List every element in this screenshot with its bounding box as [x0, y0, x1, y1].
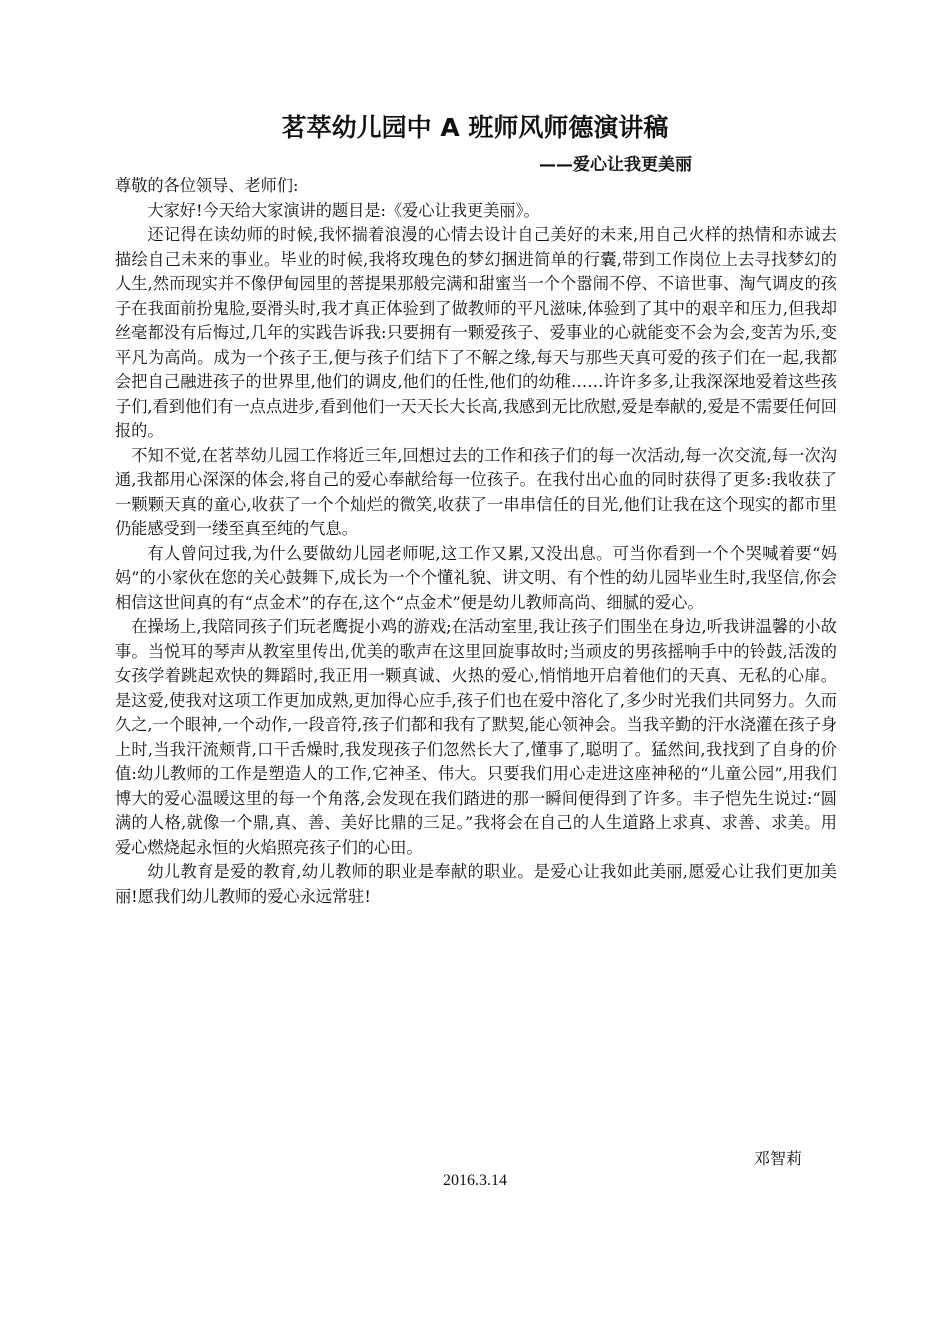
document-date: 2016.3.14: [443, 1172, 507, 1189]
paragraph-three-years: 不知不觉,在茗萃幼儿园工作将近三年,回想过去的工作和孩子们的每一次活动,每一次交流,每一次沟通,我都用心深深的体会,将自己的爱心奉献给每一位孩子。在我付出心血的同时获得了更多:我收获了一颗颗天真的童心,收获了一个个灿烂的微笑,收获了一串串信任的目光,他们让我在这个现实的都市里仍能感受到一缕至真至纯的气息。: [115, 445, 837, 538]
document-subtitle: ——爱心让我更美丽: [539, 155, 692, 175]
salutation: 尊敬的各位领导、老师们:: [115, 176, 299, 195]
paragraph-why-teacher: 有人曾问过我,为什么要做幼儿园老师呢,这工作又累,又没出息。可当你看到一个个哭喊着要“妈妈”的小家伙在您的关心鼓舞下,成长为一个个懂礼貌、讲文明、有个性的幼儿园毕业生时,我坚信,你会相信这世间真的有“点金术”的存在,这个“点金术”便是幼儿教师高尚、细腻的爱心。: [115, 543, 837, 612]
paragraph-playground: 在操场上,我陪同孩子们玩老鹰捉小鸡的游戏;在活动室里,我让孩子们围坐在身边,听我讲温馨的小故事。当悦耳的琴声从教室里传出,优美的歌声在这里回旋事故时;当顽皮的男孩摇响手中的铃鼓,活泼的女孩学着跳起欢快的舞蹈时,我正用一颗真诚、火热的爱心,悄悄地开启着他们的天真、无私的心扉。是这爱,使我对这项工作更加成熟,更加得心应手,孩子们也在爱中溶化了,多少时光我们共同努力。久而久之,一个眼神,一个动作,一段音符,孩子们都和我有了默契,能心领神会。当我辛勤的汗水浇灌在孩子身上时,当我汗流颊背,口干舌燥时,我发现孩子们忽然长大了,懂事了,聪明了。猛然间,我找到了自身的价值:幼儿教师的工作是塑造人的工作,它神圣、伟大。只要我们用心走进这座神秘的“儿童公园”,用我们博大的爱心温暖这里的每一个角落,会发现在我们踏进的那一瞬间便得到了许多。丰子恺先生说过:“圆满的人格,就像一个鼎,真、善、美好比鼎的三足。”我将会在自己的人生道路上求真、求善、求美。用爱心燃烧起永恒的火焰照亮孩子们的心田。: [115, 617, 837, 857]
document-body: [115, 174, 837, 909]
paragraph-conclusion: 幼儿教育是爱的教育,幼儿教师的职业是奉献的职业。是爱心让我如此美丽,愿爱心让我们更加美丽!愿我们幼儿教师的爱心永远常驻!: [115, 862, 837, 906]
document-title: 茗萃幼儿园中 A 班师风师德演讲稿: [281, 113, 669, 142]
paragraph-memories: 还记得在读幼师的时候,我怀揣着浪漫的心情去设计自己美好的未来,用自己火样的热情和赤诚去描绘自己未来的事业。毕业的时候,我将玫瑰色的梦幻捆进简单的行囊,带到工作岗位上去寻找梦幻的人生,然而现实并不像伊甸园里的菩提果那般完满和甜蜜当一个个嚣闹不停、不谙世事、淘气调皮的孩子在我面前扮鬼脸,耍滑头时,我才真正体验到了做教师的平凡滋味,体验到了其中的艰辛和压力,但我却丝毫都没有后悔过,几年的实践告诉我:只要拥有一颗爱孩子、爱事业的心就能变不会为会,变苦为乐,变平凡为高尚。成为一个孩子王,便与孩子们结下了不解之缘,每天与那些天真可爱的孩子们在一起,我都会把自己融进孩子的世界里,他们的调皮,他们的任性,他们的幼稚……许许多多,让我深深地爱着这些孩子们,看到他们有一点点进步,看到他们一天天长大长高,我感到无比欣慰,爱是奉献的,爱是不需要任何回报的。: [115, 225, 837, 440]
author-signature: 邓智莉: [754, 1149, 803, 1168]
paragraph-greeting: 大家好!今天给大家演讲的题目是:《爱心让我更美丽》。: [147, 200, 540, 220]
